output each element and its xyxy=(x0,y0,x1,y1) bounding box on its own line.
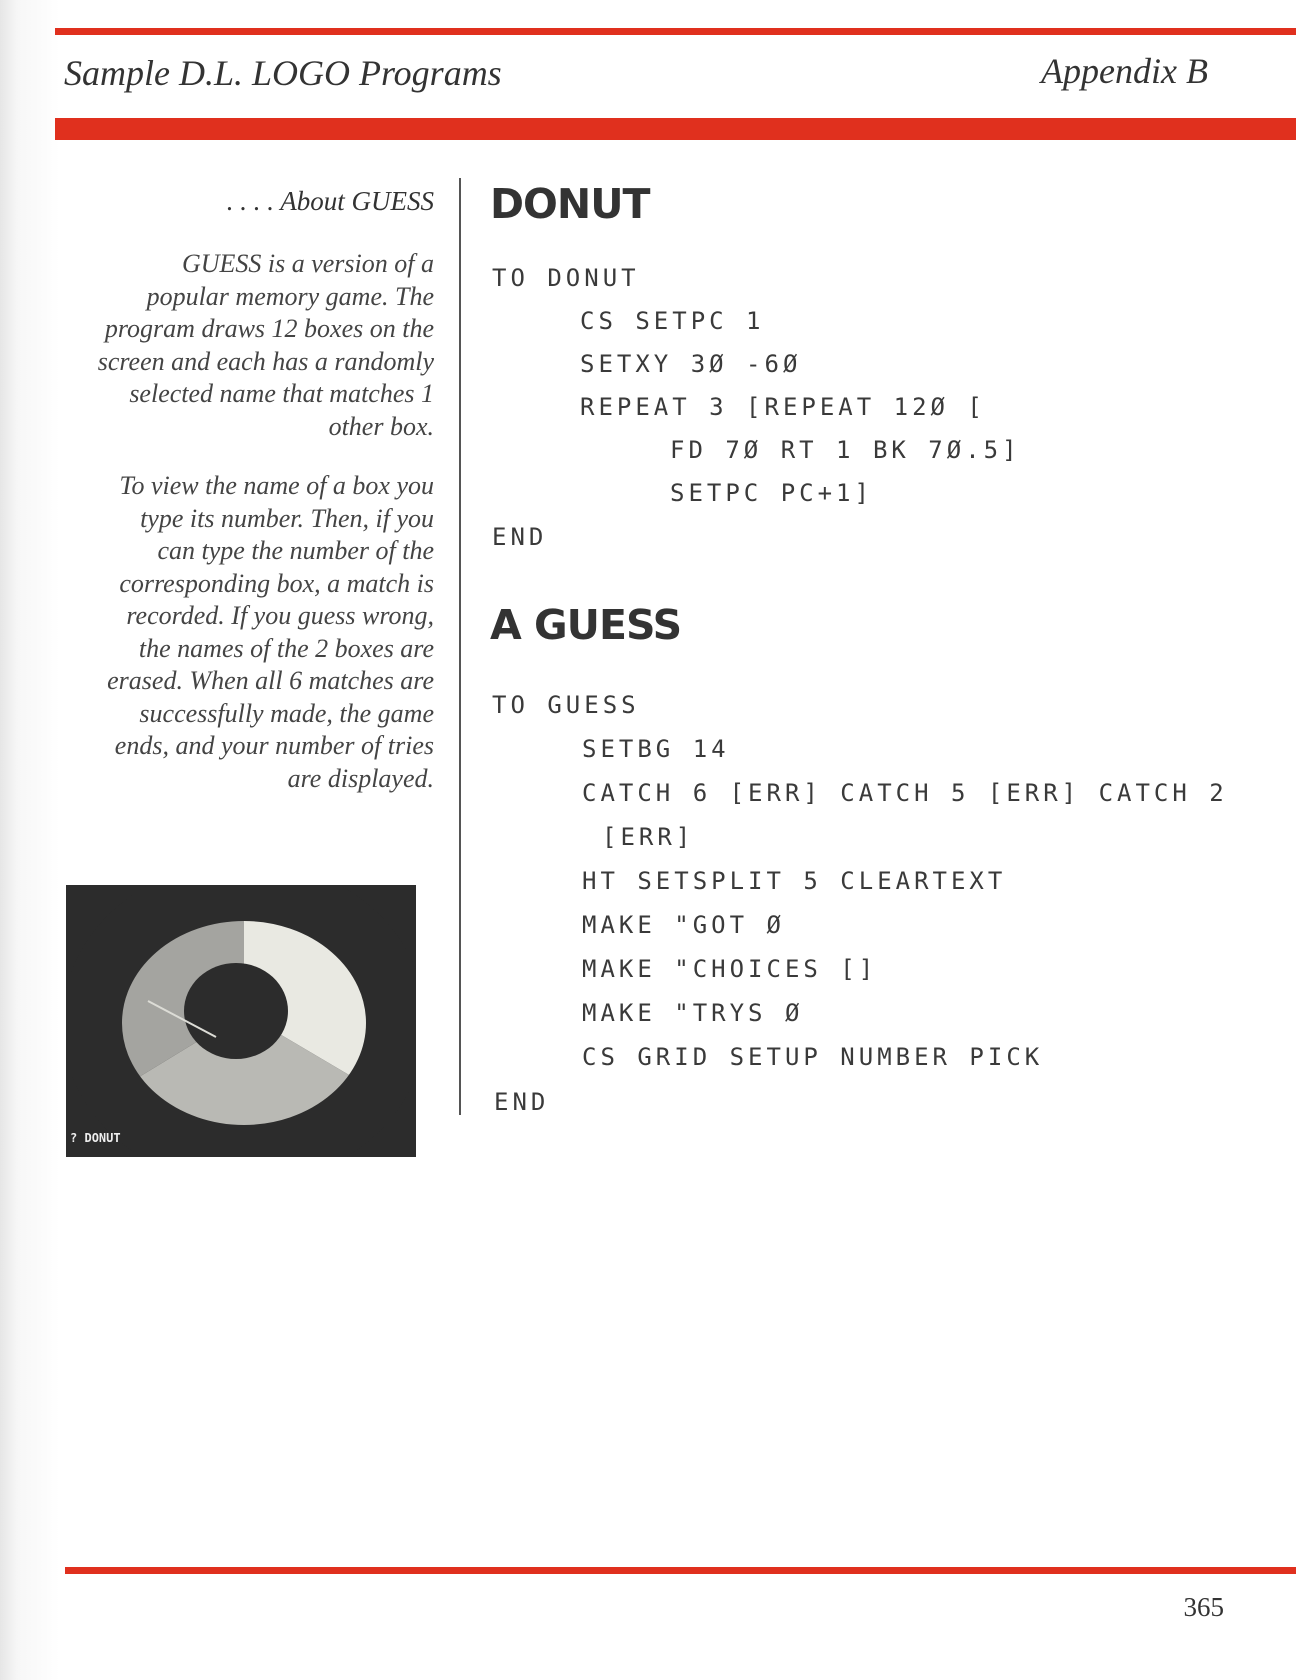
sidebar-heading: . . . . About GUESS xyxy=(226,186,434,216)
sidebar-line: GUESS is a version of a xyxy=(181,249,434,278)
sidebar-line: other box. xyxy=(328,411,434,441)
sidebar-line: popular memory game. The xyxy=(146,281,434,311)
header-top-rule xyxy=(55,28,1296,35)
sidebar-line: erased. When all 6 matches are xyxy=(107,666,434,695)
page-number: 365 xyxy=(1183,1592,1224,1622)
code-line: HT SETSPLIT 5 CLEARTEXT xyxy=(582,867,1007,895)
code-line: CS SETPC 1 xyxy=(580,307,765,335)
code-line: CS GRID SETUP NUMBER PICK xyxy=(582,1043,1044,1071)
sidebar-line: corresponding box, a match is xyxy=(119,568,434,598)
code-line: MAKE "GOT Ø xyxy=(582,911,785,939)
code-line: SETBG 14 xyxy=(582,735,730,763)
donut-screenshot xyxy=(66,885,416,1157)
sidebar-line: the names of the 2 boxes are xyxy=(138,633,434,663)
sidebar-line: recorded. If you guess wrong, xyxy=(126,601,434,630)
code-line: MAKE "CHOICES [] xyxy=(582,955,878,983)
sidebar-line: program draws 12 boxes on the xyxy=(104,314,434,343)
sidebar-paragraph-2 xyxy=(60,470,434,795)
column-divider xyxy=(459,178,461,1115)
sidebar-line: can type the number of the xyxy=(157,536,434,565)
header-appendix: Appendix B xyxy=(1041,51,1208,91)
sidebar-line: screen and each has a randomly xyxy=(97,346,434,376)
code-line: TO DONUT xyxy=(492,264,640,292)
code-line: END xyxy=(492,523,548,551)
code-line: TO GUESS xyxy=(492,691,640,719)
footer-rule xyxy=(65,1567,1296,1574)
header-bottom-rule xyxy=(55,118,1296,140)
code-line: SETXY 3Ø -6Ø xyxy=(580,350,802,378)
code-line: [ERR] xyxy=(602,823,695,851)
sidebar-line: type its number. Then, if you xyxy=(140,503,434,533)
screenshot-caption xyxy=(70,1131,121,1145)
sidebar-paragraph-1 xyxy=(60,248,434,443)
code-line: REPEAT 3 [REPEAT 12Ø [ xyxy=(580,393,986,421)
sidebar-line: are displayed. xyxy=(287,763,434,793)
header-title: Sample D.L. LOGO Programs xyxy=(64,53,502,93)
sidebar-line: ends, and your number of tries xyxy=(114,731,434,760)
sidebar-line: To view the name of a box you xyxy=(119,471,434,500)
donut-graphic xyxy=(66,885,416,1157)
code-line: FD 7Ø RT 1 BK 7Ø.5] xyxy=(670,436,1021,464)
code-line: SETPC PC+1] xyxy=(670,479,873,507)
code-line: CATCH 6 [ERR] CATCH 5 [ERR] CATCH 2 xyxy=(582,779,1228,807)
sidebar-line: selected name that matches 1 xyxy=(129,379,434,408)
screenshot-prompt: ? xyxy=(70,1131,78,1145)
donut-title: DONUT xyxy=(490,180,650,228)
code-line: END xyxy=(494,1088,550,1116)
guess-title: A GUESS xyxy=(490,601,682,649)
code-line: MAKE "TRYS Ø xyxy=(582,999,804,1027)
sidebar-line: successfully made, the game xyxy=(139,698,434,728)
screenshot-label: DONUT xyxy=(84,1131,121,1145)
